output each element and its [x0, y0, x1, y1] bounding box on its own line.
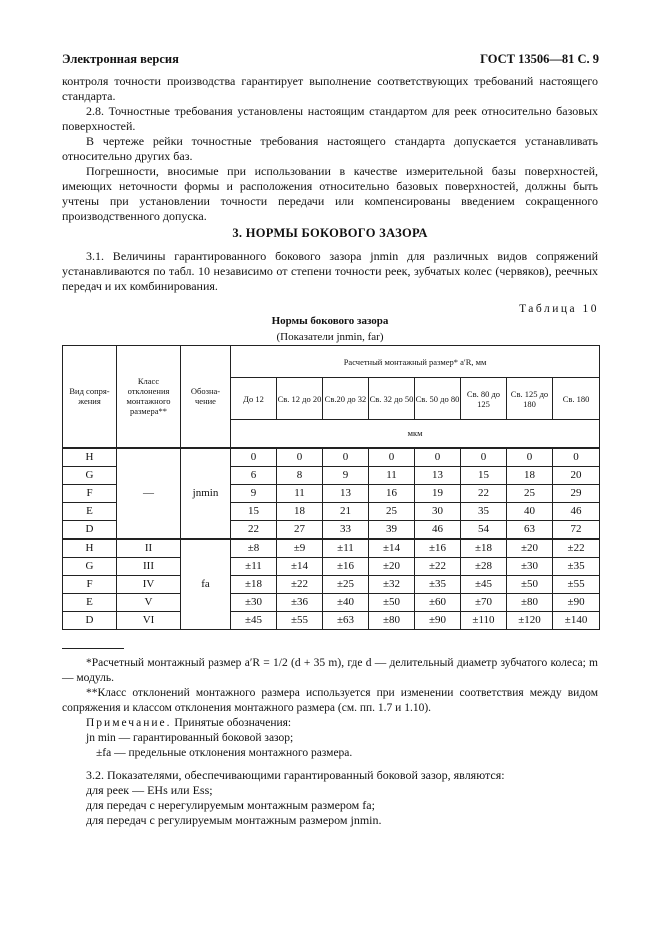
section-3-2 [62, 768, 598, 828]
cell-value: ±28 [461, 557, 507, 575]
cell-value: 16 [369, 484, 415, 502]
cell-value: ±35 [553, 557, 600, 575]
cell-kind: F [63, 484, 117, 502]
intro-paragraph-1: контроля точности производства гарантирует выполнение соответствующих требований настоящего стандарта. [62, 74, 598, 103]
cell-value: ±120 [507, 611, 553, 629]
cell-value: 72 [553, 520, 600, 539]
section-3-1-text: 3.1. Величины гарантированного бокового зазора jnmin для различных видов сопряжений устанавливаются по табл. 10 независимо от степени точности реек, зубчатых колес (червяков), реечных передач и их комбинирования. [62, 249, 598, 293]
cell-kind: H [63, 448, 117, 467]
cell-kind: G [63, 557, 117, 575]
cell-value: 39 [369, 520, 415, 539]
cell-value: 25 [507, 484, 553, 502]
cell-value: 27 [277, 520, 323, 539]
cell-value: ±55 [553, 575, 600, 593]
cell-value: ±40 [323, 593, 369, 611]
cell-value: ±18 [461, 539, 507, 558]
col-head-range: Св. 12 до 20 [277, 378, 323, 420]
footnote-1: *Расчетный монтажный размер a′R = 1/2 (d + 35 m), где d — делительный диаметр зубчатого колеса; m — модуль. [62, 657, 598, 684]
col-head-range: Св. 50 до 80 [415, 378, 461, 420]
norms-table [62, 345, 600, 630]
cell-value: ±90 [553, 593, 600, 611]
cell-value: ±20 [507, 539, 553, 558]
col-head-range: Св. 125 до 180 [507, 378, 553, 420]
table-subtitle: (Показатели jnmin, far) [276, 331, 384, 343]
cell-value: 11 [369, 466, 415, 484]
intro-paragraph-2: 2.8. Точностные требования установлены настоящим стандартом для реек относительно базовых поверхностей. [62, 104, 598, 133]
cell-value: 9 [231, 484, 277, 502]
cell-kind: H [63, 539, 117, 558]
col-head-range: Св.20 до 32 [323, 378, 369, 420]
col-head-unit: мкм [231, 420, 600, 448]
cell-value: ±80 [369, 611, 415, 629]
cell-value: 33 [323, 520, 369, 539]
cell-value: ±16 [415, 539, 461, 558]
table-row [63, 593, 600, 611]
col-head-range: Св. 80 до 125 [461, 378, 507, 420]
cell-value: 25 [369, 502, 415, 520]
cell-class: — [117, 448, 181, 539]
cell-value: ±140 [553, 611, 600, 629]
cell-value: 11 [277, 484, 323, 502]
table-label: Таблица 10 [519, 303, 599, 315]
cell-value: 0 [323, 448, 369, 467]
cell-value: 13 [415, 466, 461, 484]
table-title: Нормы бокового зазора [271, 315, 389, 327]
cell-class: II [117, 539, 181, 558]
cell-value: ±60 [415, 593, 461, 611]
cell-value: ±25 [323, 575, 369, 593]
cell-value: 0 [231, 448, 277, 467]
note-text: Принятые обозначения: [174, 717, 292, 729]
footnote-rule [62, 648, 124, 649]
cell-value: ±14 [277, 557, 323, 575]
cell-kind: D [63, 611, 117, 629]
cell-value: 18 [507, 466, 553, 484]
cell-kind: F [63, 575, 117, 593]
cell-value: ±36 [277, 593, 323, 611]
cell-class: III [117, 557, 181, 575]
cell-class: VI [117, 611, 181, 629]
note-line-2: ±fa — предельные отклонения монтажного размера. [96, 747, 353, 759]
cell-value: ±9 [277, 539, 323, 558]
col-head-class: Класс отклонения монтажного размера** [117, 346, 181, 448]
cell-kind: D [63, 520, 117, 539]
cell-value: ±63 [323, 611, 369, 629]
cell-class: V [117, 593, 181, 611]
cell-value: 63 [507, 520, 553, 539]
cell-kind: E [63, 593, 117, 611]
cell-kind: E [63, 502, 117, 520]
intro-paragraph-4: Погрешности, вносимые при использовании в качестве измерительной базы поверхностей, имеющих неточности формы и расположения относительно базовых поверхностей, должны быть учтены при установлении точности передачи или компенсированы введением сокращенного производственного допуска. [62, 164, 598, 223]
note-label: Примечание. [86, 717, 172, 729]
cell-value: 22 [231, 520, 277, 539]
section-3-2-line-3: для передач с регулируемым монтажным размером jnmin. [86, 813, 382, 827]
cell-value: 13 [323, 484, 369, 502]
cell-value: 0 [369, 448, 415, 467]
col-head-range: Св. 180 [553, 378, 600, 420]
cell-value: ±11 [231, 557, 277, 575]
col-head-group: Расчетный монтажный размер* a′R, мм [231, 346, 600, 378]
cell-symbol: jnmin [181, 448, 231, 539]
cell-class: IV [117, 575, 181, 593]
intro-paragraph-3: В чертеже рейки точностные требования настоящего стандарта допускается устанавливать относительно других баз. [62, 134, 598, 163]
cell-value: 29 [553, 484, 600, 502]
cell-value: 46 [415, 520, 461, 539]
cell-value: 0 [553, 448, 600, 467]
cell-value: ±16 [323, 557, 369, 575]
cell-value: ±18 [231, 575, 277, 593]
cell-value: ±11 [323, 539, 369, 558]
cell-value: 20 [553, 466, 600, 484]
cell-value: 18 [277, 502, 323, 520]
cell-value: 0 [277, 448, 323, 467]
cell-value: 15 [461, 466, 507, 484]
cell-value: ±20 [369, 557, 415, 575]
cell-value: 46 [553, 502, 600, 520]
cell-value: ±32 [369, 575, 415, 593]
cell-value: ±35 [415, 575, 461, 593]
intro-text [62, 74, 598, 224]
cell-value: 35 [461, 502, 507, 520]
cell-value: 0 [415, 448, 461, 467]
cell-value: 54 [461, 520, 507, 539]
table-row [63, 575, 600, 593]
cell-value: ±14 [369, 539, 415, 558]
cell-value: ±30 [231, 593, 277, 611]
section-title: 3. НОРМЫ БОКОВОГО ЗАЗОРА [232, 226, 428, 240]
table-row [63, 539, 600, 558]
cell-symbol: fa [181, 539, 231, 630]
col-head-range: До 12 [231, 378, 277, 420]
cell-value: 19 [415, 484, 461, 502]
cell-value: 0 [461, 448, 507, 467]
cell-value: ±45 [231, 611, 277, 629]
cell-value: ±80 [507, 593, 553, 611]
table-row [63, 611, 600, 629]
cell-value: ±30 [507, 557, 553, 575]
cell-value: 21 [323, 502, 369, 520]
table-row [63, 557, 600, 575]
cell-value: ±70 [461, 593, 507, 611]
section-3-2-line-2: для передач с нерегулируемым монтажным размером fa; [86, 798, 375, 812]
col-head-symbol: Обозна-чение [181, 346, 231, 448]
running-header-left: Электронная версия [62, 52, 179, 66]
cell-value: ±50 [507, 575, 553, 593]
cell-value: ±22 [277, 575, 323, 593]
footnotes [62, 656, 598, 716]
cell-value: 8 [277, 466, 323, 484]
cell-value: ±110 [461, 611, 507, 629]
cell-value: 22 [461, 484, 507, 502]
section-3-1 [62, 249, 598, 294]
cell-value: ±8 [231, 539, 277, 558]
note [62, 716, 598, 761]
cell-value: ±45 [461, 575, 507, 593]
cell-value: 15 [231, 502, 277, 520]
section-3-2-intro: 3.2. Показателями, обеспечивающими гарантированный боковой зазор, являются: [86, 768, 505, 782]
cell-kind: G [63, 466, 117, 484]
cell-value: ±50 [369, 593, 415, 611]
cell-value: ±22 [553, 539, 600, 558]
cell-value: 9 [323, 466, 369, 484]
footnote-2: **Класс отклонений монтажного размера используется при изменении соответствия между видом сопряжения и классом отклонения монтажного размера (см. пп. 1.7 и 1.10). [62, 687, 598, 714]
cell-value: ±22 [415, 557, 461, 575]
table-row [63, 448, 600, 467]
cell-value: ±90 [415, 611, 461, 629]
cell-value: 6 [231, 466, 277, 484]
running-header-right: ГОСТ 13506—81 С. 9 [480, 52, 599, 66]
cell-value: 30 [415, 502, 461, 520]
col-head-kind: Вид сопря-жения [63, 346, 117, 448]
section-3-2-line-1: для реек — EHs или Ess; [86, 783, 213, 797]
col-head-range: Св. 32 до 50 [369, 378, 415, 420]
cell-value: ±55 [277, 611, 323, 629]
cell-value: 0 [507, 448, 553, 467]
cell-value: 40 [507, 502, 553, 520]
note-line-1: jn min — гарантированный боковой зазор; [86, 732, 294, 744]
